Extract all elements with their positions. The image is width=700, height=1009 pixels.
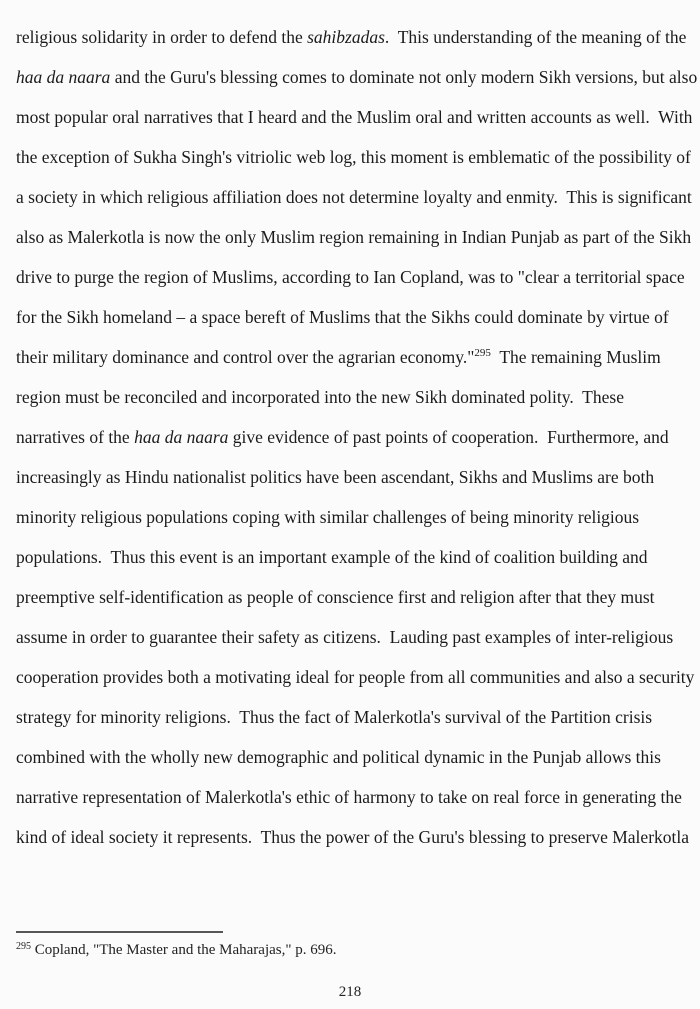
text-run: for the Sikh homeland – a space bereft of Muslims that the Sikhs could dominate by virtue of — [16, 307, 669, 327]
footnote-area — [16, 931, 684, 960]
text-line — [16, 137, 691, 177]
text-run: drive to purge the region of Muslims, according to Ian Copland, was to "clear a territorial space — [16, 267, 685, 287]
text-line — [16, 17, 688, 57]
text-run: populations. Thus this event is an important example of the kind of coalition building and — [16, 547, 648, 567]
text-line — [16, 97, 693, 137]
text-run: . This understanding of the meaning of the — [384, 27, 687, 47]
text-run: preemptive self-identification as people of conscience first and religion after that they must — [16, 587, 655, 607]
text-run: assume in order to guarantee their safety as citizens. Lauding past examples of inter-religious — [16, 627, 674, 647]
text-run: narratives of the — [16, 427, 135, 447]
text-line — [16, 177, 692, 217]
text-line — [16, 577, 688, 617]
footnote-reference: 295 — [474, 347, 491, 359]
text-line — [16, 57, 698, 97]
text-line — [16, 257, 688, 297]
text-line — [16, 657, 695, 697]
footnote-text: Copland, "The Master and the Maharajas," p. 696. — [31, 942, 337, 958]
text-run: region must be reconciled and incorporated into the new Sikh dominated polity. These — [16, 387, 624, 407]
text-run: and the Guru's blessing comes to dominate not only modern Sikh versions, but also — [110, 67, 698, 87]
text-run: the exception of Sukha Singh's vitriolic web log, this moment is emblematic of the possibility of — [16, 147, 691, 167]
text-line — [16, 297, 688, 337]
text-run: kind of ideal society it represents. Thus the power of the Guru's blessing to preserve Malerkotla — [16, 827, 690, 847]
footnote — [16, 940, 684, 960]
text-line — [16, 537, 688, 577]
text-line — [16, 497, 688, 537]
text-line — [16, 697, 688, 737]
text-line — [16, 217, 692, 257]
italic-term: haa da naara — [134, 427, 229, 447]
text-line — [16, 737, 688, 777]
text-line — [16, 417, 688, 457]
italic-term: sahibzadas — [307, 27, 385, 47]
text-run: a society in which religious affiliation does not determine loyalty and enmity. This is significant — [16, 187, 692, 207]
text-run: strategy for minority religions. Thus the fact of Malerkotla's survival of the Partition crisis — [16, 707, 653, 727]
text-run: combined with the wholly new demographic and political dynamic in the Punjab allows this — [16, 747, 661, 767]
footnote-separator-rule — [16, 931, 223, 933]
text-run: narrative representation of Malerkotla's ethic of harmony to take on real force in generating the — [16, 787, 682, 807]
text-run: increasingly as Hindu nationalist politics have been ascendant, Sikhs and Muslims are both — [16, 467, 655, 487]
text-run: most popular oral narratives that I heard and the Muslim oral and written accounts as well. With — [16, 107, 693, 127]
footnote-marker: 295 — [16, 941, 31, 952]
text-line — [16, 817, 688, 857]
text-run: their military dominance and control over the agrarian economy." — [16, 347, 475, 367]
text-run: give evidence of past points of cooperation. Furthermore, and — [228, 427, 669, 447]
text-run: The remaining Muslim — [490, 347, 661, 367]
text-line — [16, 617, 688, 657]
text-run: also as Malerkotla is now the only Muslim region remaining in Indian Punjab as part of the Sikh — [16, 227, 692, 247]
text-run: cooperation provides both a motivating ideal for people from all communities and also a security — [16, 667, 695, 687]
text-run: minority religious populations coping with similar challenges of being minority religious — [16, 507, 640, 527]
text-line — [16, 337, 688, 377]
italic-term: haa da naara — [16, 67, 111, 87]
text-line — [16, 777, 688, 817]
page-number: 218 — [338, 984, 362, 1000]
text-run: religious solidarity in order to defend the — [16, 27, 308, 47]
text-line — [16, 457, 688, 497]
text-line — [16, 377, 688, 417]
